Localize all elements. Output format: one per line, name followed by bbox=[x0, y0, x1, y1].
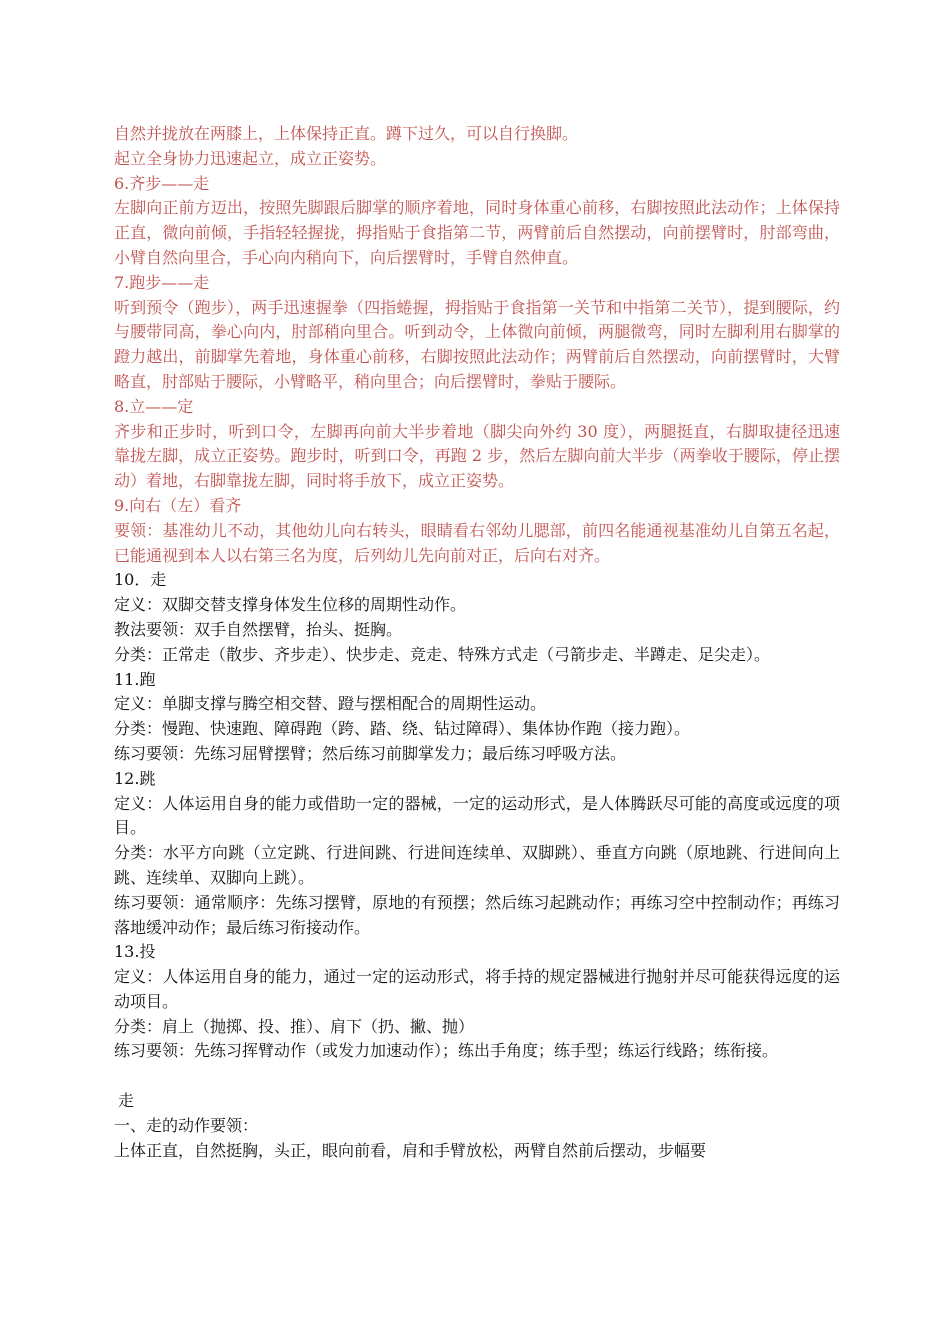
section-title-walk: 走 bbox=[118, 1091, 135, 1111]
heading-march-step: 6.齐步——走 bbox=[114, 173, 210, 193]
heading-dress-right: 9.向右（左）看齐 bbox=[114, 495, 242, 515]
heading-walk-essentials: 一、走的动作要领： bbox=[114, 1115, 259, 1135]
paragraph-walk-classification: 分类：正常走（散步、齐步走）、快步走、竞走、特殊方式走（弓箭步走、半蹲走、足尖走）。 bbox=[114, 644, 771, 664]
paragraph-jump-classification: 分类：水平方向跳（立定跳、行进间跳、行进间连续单、双脚跳）、垂直方向跳（原地跳、行进间向上跳、连续单、双脚向上跳）。 bbox=[114, 843, 840, 887]
paragraph-dress-right: 要领：基准幼儿不动，其他幼儿向右转头，眼睛看右邻幼儿腮部，前四名能通视基准幼儿自第五名起，已能通视到本人以右第三名为度，后列幼儿先向前对正，后向右对齐。 bbox=[114, 520, 840, 565]
paragraph-running-step: 听到预令（跑步），两手迅速握拳（四指蜷握，拇指贴于食指第一关节和中指第二关节），提到腰际，约与腰带同高，拳心向内，肘部稍向里合。听到动令，上体微向前倾，两腿微弯，同时左脚利用右脚掌的蹬力越出，前脚掌先着地，身体重心前移，右脚按照此法动作；两臂前后自然摆动，向前摆臂时，大臂略直，肘部贴于腰际，小臂略平，稍向里合；向后摆臂时，拳贴于腰际。 bbox=[114, 297, 840, 391]
heading-halt: 8.立——定 bbox=[114, 396, 194, 416]
paragraph-stand-up: 起立全身协力迅速起立，成立正姿势。 bbox=[114, 148, 387, 168]
paragraph-squat-detail: 自然并拢放在两膝上，上体保持正直。蹲下过久，可以自行换脚。 bbox=[114, 124, 579, 143]
paragraph-run-definition: 定义：单脚支撑与腾空相交替、蹬与摆相配合的周期性运动。 bbox=[114, 694, 547, 714]
paragraph-run-classification: 分类：慢跑、快速跑、障碍跑（跨、踏、绕、钻过障碍）、集体协作跑（接力跑）。 bbox=[114, 719, 691, 739]
paragraph-throw-definition: 定义：人体运用自身的能力，通过一定的运动形式，将手持的规定器械进行抛射并尽可能获得远度的运动项目。 bbox=[114, 967, 840, 1011]
paragraph-walk-definition: 定义：双脚交替支撑身体发生位移的周期性动作。 bbox=[114, 595, 467, 615]
paragraph-march-step: 左脚向正前方迈出，按照先脚跟后脚掌的顺序着地，同时身体重心前移，右脚按照此法动作；上体保持正直，微向前倾，手指轻轻握拢，拇指贴于食指第二节，两臂前后自然摆动，向前摆臂时，肘部弯曲，小臂自然向里合，手心向内稍向下，向后摆臂时，手臂自然伸直。 bbox=[114, 198, 840, 267]
paragraph-walk-teaching: 教法要领：双手自然摆臂，抬头、挺胸。 bbox=[114, 619, 403, 639]
paragraph-throw-practice: 练习要领：先练习挥臂动作（或发力加速动作）；练出手角度；练手型；练运行线路；练衔接。 bbox=[114, 1041, 779, 1061]
heading-walk: 10．走 bbox=[114, 570, 167, 590]
heading-throw: 13.投 bbox=[114, 942, 156, 962]
document-page bbox=[114, 122, 840, 1163]
paragraph-throw-classification: 分类：肩上（抛掷、投、推）、肩下（扔、撇、抛） bbox=[114, 1016, 475, 1036]
paragraph-walk-essentials: 上体正直，自然挺胸，头正，眼向前看，肩和手臂放松，两臂自然前后摆动，步幅要 bbox=[114, 1140, 707, 1160]
paragraph-halt: 齐步和正步时，听到口令，左脚再向前大半步着地（脚尖向外约 30 度），两腿挺直，右脚取捷径迅速靠拢左脚，成立正姿势。跑步时，听到口令，再跑 2 步，然后左脚向前大半步（两拳收于腰际，停止摆动）着地，右脚靠拢左脚，同时将手放下，成立正姿势。 bbox=[114, 421, 840, 491]
blank-line bbox=[114, 1064, 840, 1089]
heading-run: 11.跑 bbox=[114, 669, 156, 689]
heading-running-step: 7.跑步——走 bbox=[114, 272, 210, 292]
heading-jump: 12.跳 bbox=[114, 768, 156, 788]
paragraph-jump-definition: 定义：人体运用自身的能力或借助一定的器械，一定的运动形式，是人体腾跃尽可能的高度或远度的项目。 bbox=[114, 793, 840, 838]
paragraph-run-practice: 练习要领：先练习屈臂摆臂；然后练习前脚掌发力；最后练习呼吸方法。 bbox=[114, 743, 627, 763]
paragraph-jump-practice: 练习要领：通常顺序：先练习摆臂，原地的有预摆；然后练习起跳动作；再练习空中控制动作；再练习落地缓冲动作；最后练习衔接动作。 bbox=[114, 892, 840, 937]
